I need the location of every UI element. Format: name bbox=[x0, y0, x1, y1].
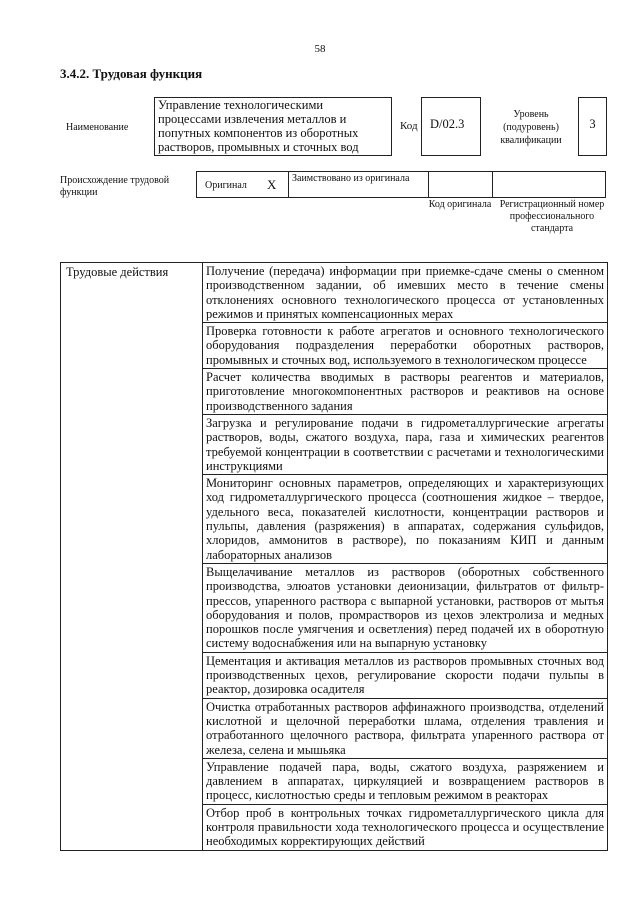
code-cell: D/02.3 bbox=[421, 97, 481, 156]
code-label: Код bbox=[400, 120, 418, 132]
level-label: Уровень (подуровень) квалификации bbox=[500, 109, 562, 146]
labor-action-item: Загрузка и регулирование подачи в гидрометаллургические агрегаты растворов, воды, сжатого воздуха, пара, газа и химических реагентов требуемой концентрации в соответствии с расчетами и технологическими инструкциями bbox=[203, 415, 607, 475]
origin-row bbox=[196, 171, 606, 198]
labor-action-item: Получение (передача) информации при приемке-сдаче смены о сменном производственном задании, об имевших место в течение смены отклонениях основного технологического процесса от установленных режимов и принятых компенсационных мерах bbox=[203, 263, 607, 323]
reg-number-cell bbox=[493, 172, 605, 197]
labor-action-item: Отбор проб в контрольных точках гидрометаллургического цикла для контроля правильности хода технологического процесса и осуществление необходимых корректирующих действий bbox=[206, 805, 604, 849]
code-original-cell bbox=[429, 172, 493, 197]
level-cell: 3 bbox=[578, 97, 607, 156]
section-title: 3.4.2. Трудовая функция bbox=[60, 66, 203, 81]
name-label: Наименование bbox=[66, 122, 129, 133]
borrowed-cell bbox=[289, 172, 429, 197]
labor-action-item: Управление подачей пара, воды, сжатого воздуха, разряжением и давлением в аппаратах, циркуляцией и возвращением растворов в процесс, кислотностью среды и тепловым режимом в реакторах bbox=[203, 759, 607, 805]
borrowed-label: Заимствовано из оригинала bbox=[292, 173, 410, 184]
origin-label: Происхождение трудовой функции bbox=[60, 175, 170, 198]
original-label: Оригинал bbox=[205, 180, 247, 191]
page-number: 58 bbox=[314, 43, 326, 55]
labor-action-item: Проверка готовности к работе агрегатов и основного технологического оборудования подразделения переработки оборотных растворов, промывных и сточных вод, используемого в технологическом процессе bbox=[203, 323, 607, 369]
original-cell bbox=[197, 172, 289, 197]
function-name-cell: Управление технологическими процессами извлечения металлов и попутных компонентов из оборотных растворов, промывных и сточных вод bbox=[154, 97, 392, 156]
labor-actions-list bbox=[203, 263, 607, 850]
labor-action-item: Мониторинг основных параметров, определяющих и характеризующих ход гидрометаллургического процесса (соотношения жидкое – твердое, удельного веса, показателей кислотности, концентрации растворов и пульпы, давления (разряжения) в аппаратах, содержания сульфидов, хлоридов, аммонитов в растворе), по показаниям КИП и данным лабораторных анализов bbox=[203, 475, 607, 564]
labor-action-item: Цементация и активация металлов из растворов промывных сточных вод производственных цехов, регулирование скорости подачи пульпы в реактор, дозировка осадителя bbox=[203, 653, 607, 699]
labor-actions-table bbox=[60, 262, 608, 851]
reg-number-label: Регистрационный номер профессионального стандарта bbox=[499, 199, 605, 234]
original-mark: X bbox=[267, 177, 277, 192]
labor-action-item: Очистка отработанных растворов аффинажного производства, отделений кислотной и щелочной переработки шлама, отделения травления и отработанного щелочного раствора, фильтрата упаренного раствора от железа, селена и мышьяка bbox=[203, 699, 607, 759]
labor-actions-label: Трудовые действия bbox=[66, 265, 169, 279]
labor-action-item: Выщелачивание металлов из растворов (оборотных собственного производства, элюатов установки деионизации, фильтратов от фильтр-прессов, упаренного раствора с выпарной установки, растворов от мытья оборудования и полов, промрастворов из цехов электролиза и медных порошков после умягчения и осветления) перед подачей их в оборотную систему водоснабжения или на выпарную установку bbox=[203, 564, 607, 653]
labor-action-item: Расчет количества вводимых в растворы реагентов и материалов, приготовление многокомпонентных растворов и реактивов на основе производственного задания bbox=[203, 369, 607, 415]
code-original-label: Код оригинала bbox=[428, 199, 492, 210]
column-divider bbox=[202, 263, 203, 850]
